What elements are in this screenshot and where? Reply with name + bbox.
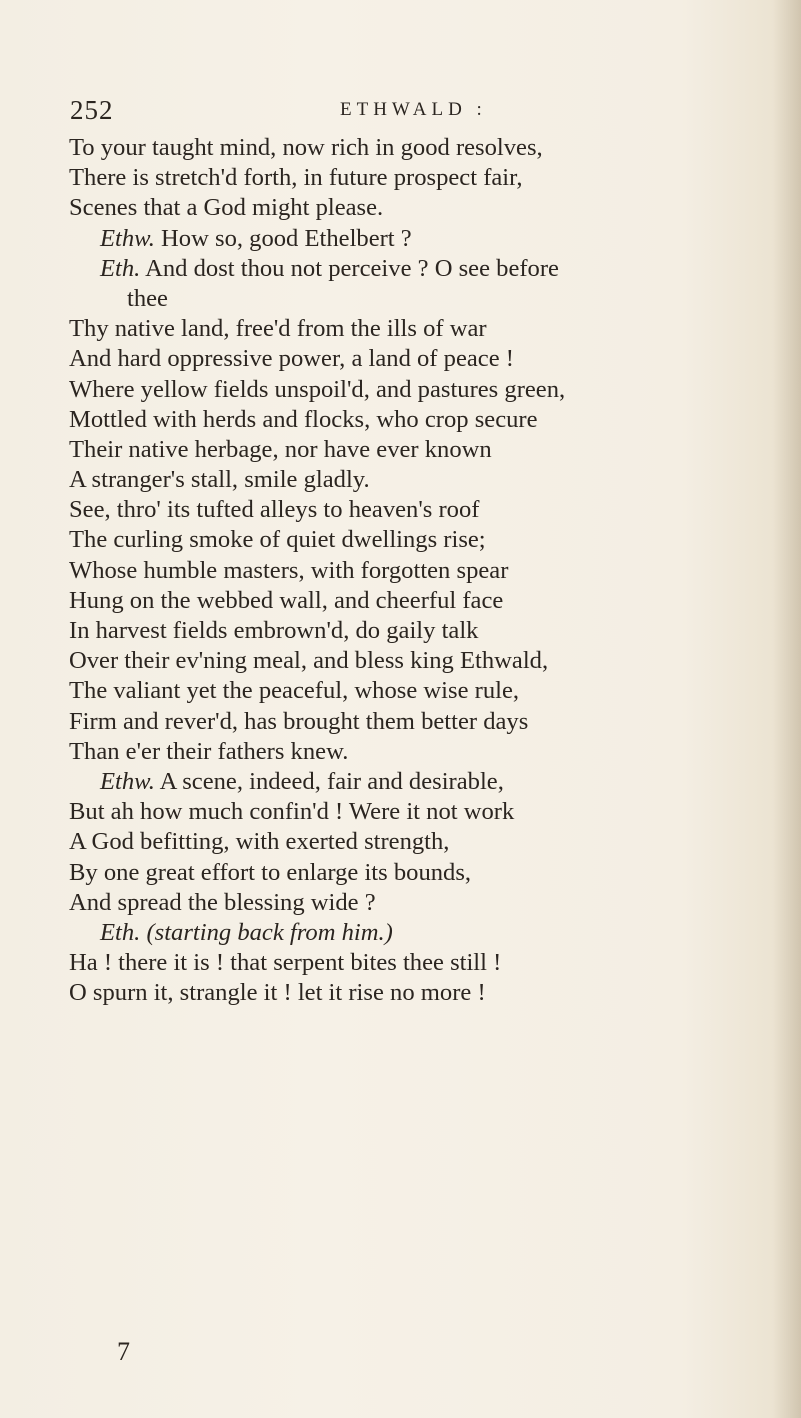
verse-line: A stranger's stall, smile gladly. bbox=[69, 466, 370, 494]
verse-line: There is stretch'd forth, in future prospect fair, bbox=[69, 164, 523, 192]
verse-line: Ethw. A scene, indeed, fair and desirable, bbox=[100, 767, 504, 795]
verse-line: Ethw. How so, good Ethelbert ? bbox=[100, 224, 412, 252]
page-header bbox=[70, 95, 770, 125]
verse-line: By one great effort to enlarge its bounds, bbox=[69, 858, 472, 886]
verse-line: In harvest fields embrown'd, do gaily talk bbox=[69, 617, 479, 644]
signature-mark: 7 bbox=[117, 1337, 130, 1366]
verse-line: Where yellow fields unspoil'd, and pastures green, bbox=[69, 375, 566, 403]
verse-line-continuation: thee bbox=[127, 284, 168, 312]
verse-line: But ah how much confin'd ! Were it not work bbox=[69, 798, 515, 826]
speaker-name: Eth. bbox=[100, 254, 141, 282]
verse-line: A God befitting, with exerted strength, bbox=[69, 828, 450, 856]
verse-line: To your taught mind, now rich in good resolves, bbox=[69, 134, 543, 161]
verse-line: Mottled with herds and flocks, who crop secure bbox=[69, 405, 538, 433]
speaker-name: Ethw. bbox=[100, 224, 155, 252]
verse-line: Scenes that a God might please. bbox=[69, 194, 384, 222]
page-number: 252 bbox=[70, 95, 114, 125]
verse-text bbox=[69, 133, 769, 1008]
running-head: ETHWALD : bbox=[340, 99, 487, 120]
verse-line: Their native herbage, nor have ever known bbox=[69, 435, 492, 463]
verse-line: O spurn it, strangle it ! let it rise no more ! bbox=[69, 979, 486, 1007]
verse-line: Eth. And dost thou not perceive ? O see before bbox=[100, 254, 559, 282]
speaker-name: Eth. bbox=[100, 918, 141, 946]
verse-line: Thy native land, free'd from the ills of war bbox=[69, 315, 487, 343]
verse-line: The valiant yet the peaceful, whose wise rule, bbox=[69, 677, 520, 705]
speaker-name: Ethw. bbox=[100, 767, 155, 795]
verse-line: Over their ev'ning meal, and bless king Ethwald, bbox=[69, 647, 549, 675]
verse-line: Than e'er their fathers knew. bbox=[69, 737, 349, 765]
stage-direction: (starting back from him.) bbox=[140, 918, 393, 946]
verse-line: Firm and rever'd, has brought them better days bbox=[69, 707, 529, 735]
verse-line: Hung on the webbed wall, and cheerful face bbox=[69, 586, 504, 614]
verse-line: Ha ! there it is ! that serpent bites thee still ! bbox=[69, 949, 502, 977]
verse-line: And hard oppressive power, a land of peace ! bbox=[69, 345, 514, 373]
verse-line: See, thro' its tufted alleys to heaven's roof bbox=[69, 496, 480, 524]
verse-line bbox=[69, 918, 769, 948]
page-edge-shadow bbox=[773, 0, 801, 1418]
verse-line: Whose humble masters, with forgotten spear bbox=[69, 556, 509, 584]
verse-line: The curling smoke of quiet dwellings rise; bbox=[69, 526, 486, 554]
verse-line: And spread the blessing wide ? bbox=[69, 888, 376, 916]
